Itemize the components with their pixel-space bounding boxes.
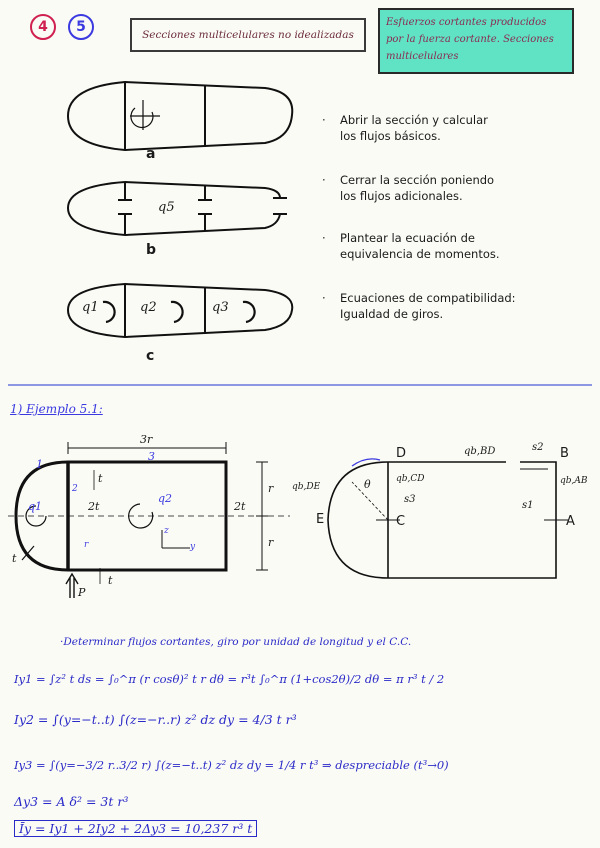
dim-r-bottom: r: [268, 536, 274, 549]
flow-q-bd: qb,BD: [464, 446, 496, 457]
circle-number-1: 4: [30, 14, 56, 40]
figure-label-b: b: [146, 242, 157, 258]
flow-q1-left: q1: [28, 500, 43, 513]
step-text: Cerrar la sección poniendo los flujos adicionales.: [340, 173, 495, 203]
equation-3: Iy3 = ∫(y=−3/2 r..3/2 r) ∫(z=−t..t) z² dz dy = 1/4 r t³ ⇒ despreciable (t³→0): [14, 758, 449, 772]
angle-theta: θ: [364, 478, 371, 491]
cross-section-left: [8, 442, 290, 598]
flow-q-ab: qb,AB: [560, 476, 588, 486]
point-d: D: [396, 446, 407, 461]
step-bullet-4: [322, 290, 582, 322]
step-text: Ecuaciones de compatibilidad: Igualdad de giros.: [340, 291, 516, 321]
equation-5: Īy = Iy1 + 2Iy2 + 2Δy3 = 10,237 r³ t: [14, 820, 257, 837]
mark-2: 2: [72, 484, 78, 494]
example-title: 1) Ejemplo 5.1:: [10, 402, 103, 416]
load-p: P: [78, 586, 86, 599]
point-a: A: [566, 514, 575, 529]
title-box: Secciones multicelulares no idealizadas: [130, 18, 366, 52]
step-bullet-1: [322, 112, 582, 144]
thick-t-bottom: t: [108, 574, 113, 587]
airfoil-c: [68, 284, 292, 337]
figure-label-c: c: [146, 348, 155, 364]
airfoil-a: [68, 82, 292, 150]
flow-q2-left: q2: [158, 492, 173, 505]
bullet-dot: ·: [322, 231, 326, 245]
equation-2: Iy2 = ∫(y=−t..t) ∫(z=−r..r) z² dz dy = 4/3 t r³: [14, 712, 297, 727]
circle-number-2: 5: [68, 14, 94, 40]
flow-q-cd: qb,CD: [396, 474, 425, 484]
coord-s2: s2: [532, 442, 544, 453]
cross-section-right: [328, 459, 568, 578]
coord-s3: s3: [404, 494, 416, 505]
figure-label-a: a: [146, 146, 156, 162]
bullet-dot: ·: [322, 291, 326, 305]
equation-1: Iy1 = ∫z² t ds = ∫₀^π (r cosθ)² t r dθ = r³t ∫₀^π (1+cos2θ)/2 dθ = π r³ t / 2: [14, 672, 445, 686]
thick-t-top: t: [98, 472, 103, 485]
mark-3: 3: [148, 450, 155, 463]
step-text: Abrir la sección y calcular los flujos básicos.: [340, 113, 488, 143]
point-e: E: [316, 512, 325, 527]
bullet-dot: ·: [322, 113, 326, 127]
mark-1: 1: [36, 458, 43, 471]
flow-q3: q3: [212, 300, 229, 315]
thick-2t-left: 2t: [88, 500, 100, 513]
flow-q-de: qb,DE: [292, 482, 321, 492]
airfoil-b: [68, 182, 287, 235]
point-b: B: [560, 446, 569, 461]
bullet-dot: ·: [322, 173, 326, 187]
notes-intro: ·Determinar flujos cortantes, giro por unidad de longitud y el C.C.: [60, 636, 412, 648]
flow-q2: q2: [140, 300, 157, 315]
step-bullet-2: [322, 172, 582, 204]
equation-4: Δy3 = A δ² = 3t r³: [14, 794, 129, 809]
step-text: Plantear la ecuación de equivalencia de momentos.: [340, 231, 500, 261]
step-bullet-3: [322, 230, 582, 262]
axis-z: z: [164, 526, 169, 536]
flow-q5: q5: [158, 200, 175, 215]
r-label: r: [84, 540, 89, 550]
point-c: C: [396, 514, 406, 529]
axis-y: y: [190, 542, 196, 552]
coord-s1: s1: [522, 500, 534, 511]
thick-t-left: t: [12, 552, 17, 565]
dim-r-top: r: [268, 482, 274, 495]
topic-box: Esfuerzos cortantes producidos por la fuerza cortante. Secciones multicelulares: [378, 8, 574, 74]
flow-q1: q1: [82, 300, 99, 315]
thick-2t-right: 2t: [234, 500, 246, 513]
dim-3r: 3r: [140, 433, 153, 446]
